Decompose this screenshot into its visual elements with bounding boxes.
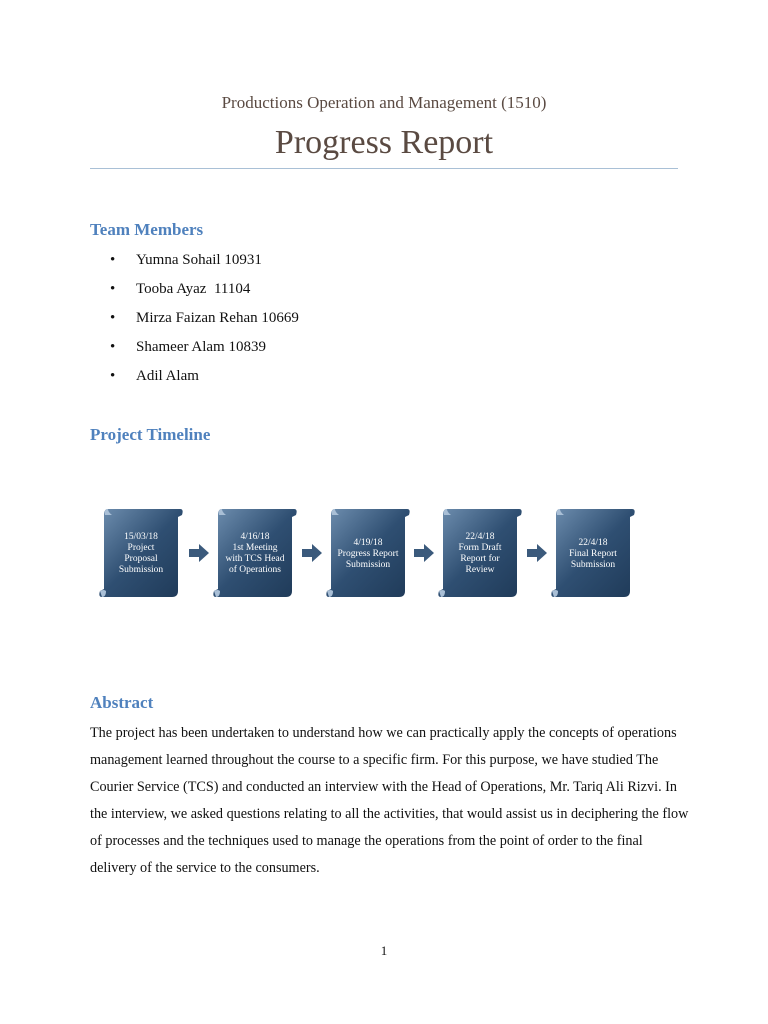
bullet-icon: • [110, 339, 116, 355]
step-text [224, 515, 286, 593]
document-title: Progress Report [274, 124, 494, 161]
timeline-step [212, 505, 298, 599]
step-date: 4/19/18 [353, 537, 383, 548]
step-date: 22/4/18 [465, 532, 495, 542]
step-date: 22/4/18 [578, 537, 608, 548]
member-name: Mirza Faizan Rehan 10669 [136, 310, 299, 326]
bullet-icon: • [110, 310, 116, 326]
list-item [110, 308, 299, 337]
arrow-right-icon [188, 543, 210, 563]
team-members-heading: Team Members [90, 220, 204, 239]
member-name: Tooba Ayaz 11104 [136, 281, 251, 297]
project-timeline-heading: Project Timeline [90, 425, 211, 444]
step-label: Final Report Submission [569, 548, 617, 570]
team-members-list [110, 250, 299, 395]
step-text [337, 515, 399, 593]
arrow-right-icon [526, 543, 548, 563]
list-item [110, 366, 299, 395]
step-text [110, 515, 172, 593]
bullet-icon: • [110, 281, 116, 297]
abstract-heading: Abstract [90, 693, 154, 712]
member-name: Yumna Sohail 10931 [136, 252, 262, 268]
step-label: Project Proposal Submission [118, 543, 164, 575]
step-date: 15/03/18 [124, 532, 158, 542]
member-name: Shameer Alam 10839 [136, 339, 266, 355]
arrow-right-icon [413, 543, 435, 563]
list-item [110, 337, 299, 366]
page-number: 1 [380, 943, 388, 958]
list-item [110, 250, 299, 279]
step-label: 1st Meeting with TCS Head of Operations [225, 543, 285, 575]
project-timeline-diagram [98, 505, 638, 605]
document-subtitle: Productions Operation and Management (1510) [221, 93, 547, 112]
timeline-step [325, 505, 411, 599]
title-divider [90, 168, 678, 169]
abstract-paragraph: The project has been undertaken to understand how we can practically apply the concepts of operations management learned throughout the course to a specific firm. For this purpose, we have studied The Courier Service (TCS) and conducted an interview with the Head of Operations, Mr. Tariq Ali Rizvi. In the interview, we asked questions relating to all the activities, that would assist us in deciphering the flow of processes and the techniques used to manage the operations from the point of order to the final delivery of the service to the consumers. [90, 725, 689, 876]
list-item [110, 279, 299, 308]
timeline-step [550, 505, 636, 599]
step-label: Progress Report Submission [337, 548, 399, 570]
step-text [449, 515, 511, 593]
bullet-icon: • [110, 252, 116, 268]
timeline-step [98, 505, 184, 599]
member-name: Adil Alam [136, 368, 199, 384]
step-date: 4/16/18 [240, 532, 270, 542]
bullet-icon: • [110, 368, 116, 384]
timeline-step [437, 505, 523, 599]
step-label: Form Draft Report for Review [458, 543, 502, 575]
step-text [562, 515, 624, 593]
arrow-right-icon [301, 543, 323, 563]
